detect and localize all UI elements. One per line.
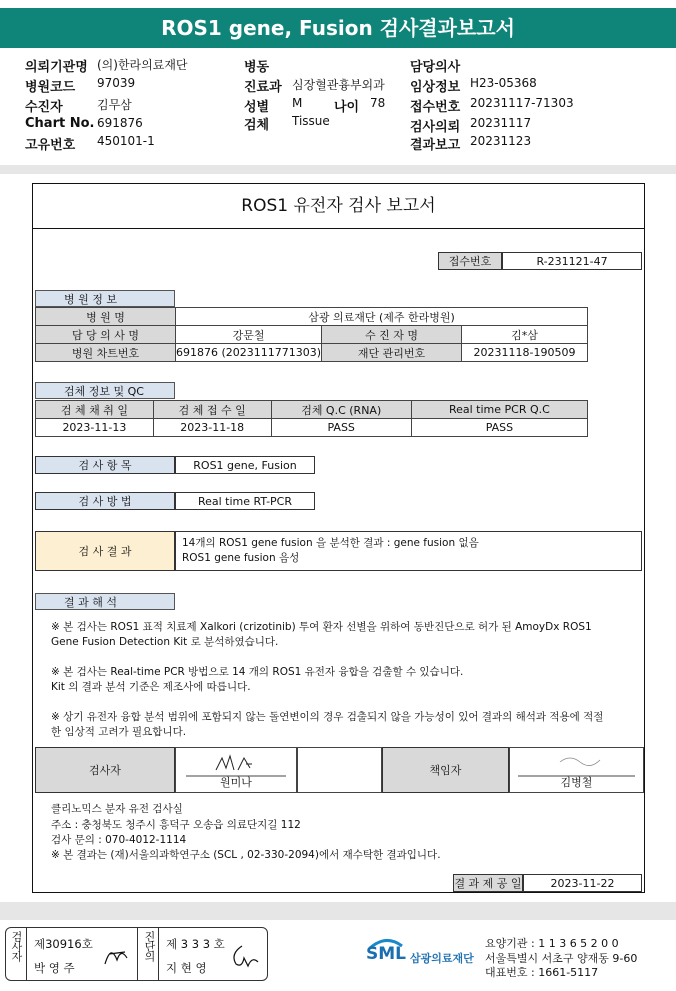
interpretation-1: ※ 본 검사는 ROS1 표적 치료제 Xalkori (crizotinib) 투여 환자 선별을 위하여 동반진단으로 허가 된 AmoyDx ROS1 Gene Fusion Detection Kit 로 분석하였습니다. <box>51 621 592 648</box>
qc-header: Real time PCR Q.C <box>411 401 587 419</box>
qc-header: 검 체 접 수 일 <box>153 401 271 419</box>
item-value: ROS1 gene, Fusion <box>175 456 315 474</box>
hdr-value: 97039 <box>97 76 136 90</box>
patient-header <box>0 50 676 165</box>
hdr-key: 검체 <box>244 118 270 133</box>
cell-label: 병원 차트번호 <box>36 344 176 362</box>
cell-value: 강문철 <box>176 326 322 344</box>
hdr-value: 78 <box>370 96 386 110</box>
stamp-signer-number: 제 3 3 3 호 <box>166 937 225 951</box>
provided-value: 2023-11-22 <box>523 874 642 892</box>
report-sheet-title: ROS1 유전자 검사 보고서 <box>33 184 644 229</box>
section-interpretation: 결 과 해 석 <box>35 593 175 610</box>
org-phone: 대표번호 : 1661-5117 <box>485 966 599 979</box>
qc-value: PASS <box>271 419 411 437</box>
divider <box>26 928 27 980</box>
stamp-tester-vertical: 검사자 <box>10 931 23 961</box>
signer-signature-icon <box>228 940 264 970</box>
provided-label: 결 과 제 공 일 <box>453 874 523 892</box>
cell-label: 재단 관리번호 <box>322 344 462 362</box>
sml-logo-text: SML <box>366 944 406 964</box>
qc-table <box>35 400 588 437</box>
hdr-value: 김무삼 <box>97 98 132 112</box>
tester-signature-icon <box>101 940 131 970</box>
qc-header: 검 체 채 취 일 <box>36 401 154 419</box>
hdr-key: 병원코드 <box>25 80 76 95</box>
divider <box>0 165 676 174</box>
lab-phone: 검사 문의 : 070-4012-1114 <box>51 834 187 846</box>
hdr-key: 진료과 <box>244 80 282 95</box>
result-line: ROS1 gene fusion 음성 <box>182 552 300 564</box>
hdr-key: 수진자 <box>25 100 63 115</box>
hdr-key: 나이 <box>334 100 360 115</box>
hdr-key: 성별 <box>244 100 270 115</box>
hdr-value: 20231123 <box>470 134 532 148</box>
method-label: 검 사 방 법 <box>35 492 175 510</box>
result-label: 검 사 결 과 <box>35 531 175 571</box>
section-qc: 검체 정보 및 QC <box>35 382 175 399</box>
tester-sign-cell <box>175 747 297 793</box>
section-hospital: 병 원 정 보 <box>35 290 175 307</box>
divider <box>0 902 676 920</box>
qc-value: PASS <box>411 419 587 437</box>
hospital-table <box>35 307 588 362</box>
responsible-sign-cell <box>509 747 644 793</box>
stamp-signer-name: 지 현 영 <box>166 961 207 975</box>
hdr-value: 450101-1 <box>97 134 155 148</box>
result-line: 14개의 ROS1 gene fusion 을 분석한 결과 : gene fusion 없음 <box>182 537 479 549</box>
signature-row <box>35 747 615 793</box>
hdr-key: 검사의뢰 <box>410 120 461 135</box>
tester-label: 검사자 <box>35 747 175 793</box>
cell-label: 병 원 명 <box>36 308 176 326</box>
qc-value: 2023-11-18 <box>153 419 271 437</box>
title-bar <box>0 0 676 48</box>
hdr-key: 임상정보 <box>410 80 461 95</box>
report-title: ROS1 gene, Fusion 검사결과보고서 <box>0 8 676 48</box>
item-label: 검 사 항 목 <box>35 456 175 474</box>
hdr-value: 20231117-71303 <box>470 96 574 110</box>
empty-cell <box>297 747 382 793</box>
lab-note: ※ 본 결과는 (재)서울의과학연구소 (SCL , 02-330-2094)에서 재수탁한 결과입니다. <box>51 849 441 861</box>
responsible-label: 책임자 <box>382 747 509 793</box>
result-box <box>175 531 642 571</box>
hdr-key: 담당의사 <box>410 60 461 75</box>
org-code: 요양기관 : 1 1 3 6 5 2 0 0 <box>485 937 619 950</box>
stamp-tester-name: 박 영 주 <box>34 961 75 975</box>
org-address: 서울특별시 서초구 양재동 9-60 <box>485 952 638 965</box>
hdr-key: 의뢰기관명 <box>25 60 88 75</box>
interpretation-2b: Kit 의 결과 분석 기준은 제조사에 따릅니다. <box>51 681 251 693</box>
cell-value: 삼광 의료재단 (제주 한라병원) <box>176 308 588 326</box>
qc-header: 검체 Q.C (RNA) <box>271 401 411 419</box>
stamp-signer-vertical: 진단의 <box>143 931 156 961</box>
hdr-value: H23-05368 <box>470 76 537 90</box>
divider <box>158 928 159 980</box>
signature-stamp <box>5 927 268 981</box>
hdr-value: 20231117 <box>470 116 532 130</box>
qc-value: 2023-11-13 <box>36 419 154 437</box>
method-value: Real time RT-PCR <box>175 492 315 510</box>
hdr-value: (의)한라의료재단 <box>97 58 188 72</box>
receipt-label: 접수번호 <box>438 252 502 270</box>
hdr-value: 심장혈관흉부외과 <box>292 78 385 92</box>
tester-name: 원미나 <box>220 776 252 789</box>
lab-name: 클리노믹스 분자 유전 검사실 <box>51 803 183 815</box>
cell-label: 수 진 자 명 <box>322 326 462 344</box>
hdr-key: 결과보고 <box>410 138 461 153</box>
cell-value: 20231118-190509 <box>462 344 588 362</box>
cell-value: 691876 (2023111771303) <box>176 344 322 362</box>
interpretation-3: ※ 상기 유전자 융합 분석 범위에 포함되지 않는 돌연변이의 경우 검출되지 않을 가능성이 있어 결과의 해석과 적용에 적절한 임상적 고려가 필요합니다. <box>51 711 604 738</box>
org-name: 삼광의료재단 <box>410 952 474 965</box>
org-logo <box>364 932 484 976</box>
cell-value: 김*삼 <box>462 326 588 344</box>
interpretation-2a: ※ 본 검사는 Real-time PCR 방법으로 14 개의 ROS1 유전자 융합을 검출할 수 있습니다. <box>51 666 464 678</box>
stamp-tester-number: 제30916호 <box>34 937 93 951</box>
hdr-key: Chart No. <box>25 116 95 131</box>
cell-label: 담 당 의 사 명 <box>36 326 176 344</box>
divider <box>137 928 138 980</box>
hdr-value: M <box>292 96 303 110</box>
hdr-key: 접수번호 <box>410 100 461 115</box>
responsible-name: 김병철 <box>560 776 593 789</box>
hdr-key: 병동 <box>244 60 270 75</box>
hdr-key: 고유번호 <box>25 138 76 153</box>
hdr-value: 691876 <box>97 116 143 130</box>
lab-address: 주소 : 충청북도 청주시 흥덕구 오송읍 의료단지길 112 <box>51 819 301 831</box>
receipt-value: R-231121-47 <box>502 252 642 270</box>
hdr-value: Tissue <box>292 114 330 128</box>
report-sheet <box>32 183 645 893</box>
